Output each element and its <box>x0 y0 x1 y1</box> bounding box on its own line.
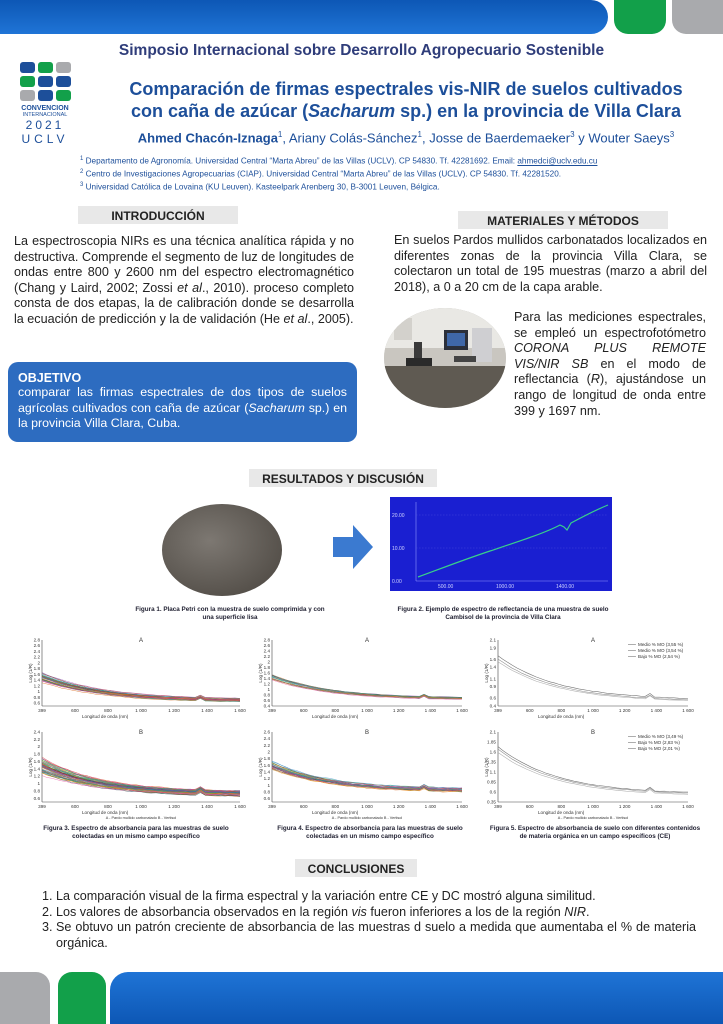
x-tick-label: 1 000 <box>135 804 147 809</box>
x-tick-label: 1 600 <box>456 708 468 713</box>
y-tick-label: 0.8 <box>33 788 40 794</box>
panel-letter: B <box>590 730 596 736</box>
y-tick-label: 1.85 <box>487 739 496 745</box>
y-tick-label: 1.1 <box>489 769 496 775</box>
y-tick-label: 1.35 <box>487 759 496 765</box>
intro-et-al-1: et al <box>177 280 202 295</box>
x-tick-label: 1 600 <box>234 804 246 809</box>
x-tick-label: 1 600 <box>456 804 468 809</box>
logo-tiles <box>20 62 76 101</box>
conclusion-2-a: Los valores de absorbancia observados en la región <box>56 904 352 919</box>
objetivo-heading: OBJETIVO <box>18 371 82 385</box>
x-tick-label: 800 <box>331 804 340 809</box>
y-tick-label: 2.4 <box>33 648 40 654</box>
x-tick-label: 800 <box>557 708 566 713</box>
y-tick-label: 1.9 <box>489 645 496 651</box>
y-tick-label: 2.6 <box>33 643 40 649</box>
author-name: Ahmed Chacón-Iznaga <box>137 130 278 146</box>
intro-text-c: ., 2005). <box>307 311 354 326</box>
x-tick-label: 1 600 <box>682 804 694 809</box>
affiliation-mark: 1 <box>80 156 84 162</box>
soil-sample-icon <box>150 498 300 598</box>
x-tick-label: 600 <box>525 804 534 809</box>
y-tick-label: 0.9 <box>489 684 496 690</box>
fig1-caption: Figura 1. Placa Petri con la muestra de suelo comprimida y con una superficie lisa <box>135 606 325 621</box>
panel-letter: B <box>364 730 370 736</box>
intro-heading: INTRODUCCIÓN <box>78 206 238 224</box>
y-tick-label: 2 <box>267 659 270 665</box>
top-gray-tab <box>672 0 723 34</box>
x-tick-label: 1 000 <box>361 804 373 809</box>
bottom-green-tab <box>58 972 106 1024</box>
panel-letter: A <box>138 638 144 644</box>
logo-tile <box>56 90 71 101</box>
y-tick-label: 2.4 <box>263 648 270 654</box>
affiliation-mark: 3 <box>80 182 84 189</box>
reflectance-spectrum-figure <box>390 497 612 591</box>
symposium-title: Simposio Internacional sobre Desarrollo Agropecuario Sostenible <box>118 42 605 59</box>
y-tick-label: 0.8 <box>33 694 40 700</box>
legend-entry: Medio % MO (3,55 %) <box>638 642 684 647</box>
y-tick-label: 1 <box>37 781 40 787</box>
fig5-panel-a <box>484 634 694 724</box>
x-tick-label: 1 400 <box>424 708 437 713</box>
y-tick-label: 2.8 <box>33 637 40 643</box>
author-affiliation-mark: 1 <box>277 130 283 139</box>
intro-text <box>14 234 354 328</box>
x-tick-label: 600 <box>525 708 534 713</box>
conclusion-2-vis: vis <box>351 904 367 919</box>
author-name: Wouter Saeys <box>588 130 670 146</box>
author-affiliation-mark: 3 <box>669 130 675 139</box>
x-tick-label: 1 200 <box>618 804 631 809</box>
y-tick-label: 2.4 <box>33 729 40 735</box>
x-tick-label: 399 <box>268 708 276 713</box>
fig5-caption: Figura 5. Espectro de absorbancia de suelo con diferentes contenidos de materia orgánica en un campo específicos (CE) <box>489 825 701 840</box>
y-tick-label: 1.8 <box>33 751 40 757</box>
legend-entry: Bajo % MO (2,54 %) <box>638 654 680 659</box>
y-tick-label: 1.4 <box>33 677 40 683</box>
affiliations <box>80 154 720 194</box>
y-axis-label: Log (1/R) <box>28 663 33 683</box>
legend-entry: Bajo % MO (2,83 %) <box>638 740 680 745</box>
x-tick-label: 399 <box>38 708 46 713</box>
y-tick-label: 2 <box>37 660 40 666</box>
panel-footnote: A - Pardo mullido carbonatado B - Vertisol <box>105 816 177 820</box>
y-tick-label: 1.4 <box>33 766 40 772</box>
x-tick-label: 1 600 <box>234 708 246 713</box>
y-tick-label: 0.85 <box>487 779 496 785</box>
top-green-tab <box>614 0 666 34</box>
fig3-caption: Figura 3. Espectro de absorbancia para las muestras de suelo colectadas en un mismo campo específico <box>43 825 229 840</box>
panel-footnote: A - Pardo mullido carbonatado B - Vertisol <box>331 816 403 820</box>
x-axis-label: Longitud de onda (nm) <box>82 714 129 719</box>
panel-letter: B <box>138 730 144 736</box>
y-tick-label: 1 <box>37 689 40 695</box>
fig2-xtick-3: 1400.00 <box>556 584 575 590</box>
objetivo-text-b: sp.) en la provincia Villa Clara, Cuba. <box>18 400 347 430</box>
objetivo-species: Sacharum <box>248 400 305 415</box>
y-tick-label: 1.4 <box>263 769 270 775</box>
logo-tile <box>38 62 53 73</box>
x-axis-label: Longitud de onda (nm) <box>312 810 359 815</box>
conclusion-item-2 <box>56 905 696 921</box>
x-tick-label: 399 <box>38 804 46 809</box>
objetivo-box <box>8 362 357 442</box>
y-tick-label: 0.4 <box>489 703 496 709</box>
y-tick-label: 0.6 <box>489 789 496 795</box>
y-tick-label: 0.35 <box>487 799 496 805</box>
fig5-panel-b <box>484 726 694 820</box>
fig2-xtick-2: 1000.00 <box>496 584 515 590</box>
y-tick-label: 2.8 <box>263 637 270 643</box>
x-tick-label: 1 200 <box>168 708 180 713</box>
materiales-heading: MATERIALES Y MÉTODOS <box>458 211 668 229</box>
bottom-gray-tab <box>0 972 50 1024</box>
affiliation-text: Departamento de Agronomía. Universidad Central “Marta Abreu” de las Villas (UCLV). CP 54830. Tf. 42281692. Email: <box>83 156 518 166</box>
materiales-para2 <box>514 310 706 419</box>
materiales-para1: En suelos Pardos mullidos carbonatados localizados en diferentes zonas de la provincia Villa Clara, se colectaron un total de 195 muestras (marzo a abril del 2018), a 0 a 20 cm de la capa arable. <box>394 233 707 294</box>
conclusion-item-3: 3. Se obtuvo un patrón creciente de absorbancia de las muestras d suelo a medida que aumentaba el % de materia orgánica. <box>56 920 696 951</box>
fig2-ytick-low: 0.00 <box>392 579 402 585</box>
x-tick-label: 1 600 <box>682 708 694 713</box>
author-list: Ahmed Chacón-Iznaga$^1$, Ariany Colás-Sánchez$^1$, Josse de Baerdemaeker$^3$ y Wouter Saeys$^3$ <box>137 130 675 146</box>
conclusion-item-1: 1. La comparación visual de la firma espectral y la variación entre CE y DC mostró alguna similitud. <box>56 889 696 905</box>
y-tick-label: 2.2 <box>263 742 270 748</box>
spectrometer-model: CORONA PLUS REMOTE VIS/NIR SB <box>514 341 706 371</box>
conclusion-2-c: . <box>585 904 590 919</box>
affiliation-line <box>80 154 720 167</box>
spectrometer-photo-icon <box>384 308 506 408</box>
fig3-panel-a <box>28 634 246 724</box>
legend-entry: Bajo % MO (2,01 %) <box>638 746 680 751</box>
x-tick-label: 1 000 <box>587 804 599 809</box>
arrow-right-icon <box>333 523 373 571</box>
fig4-caption: Figura 4. Espectro de absorbancia para las muestras de suelo colectadas en un mismo campo específico <box>277 825 463 840</box>
affiliation-line <box>80 180 720 193</box>
logo-tile <box>38 76 53 87</box>
conclusion-2-b: fueron inferiores a los de la región <box>366 904 565 919</box>
y-tick-label: 1.6 <box>489 656 496 662</box>
x-tick-label: 399 <box>494 804 502 809</box>
conclusiones-list <box>36 889 696 951</box>
x-axis-label: Longitud de onda (nm) <box>538 810 585 815</box>
x-tick-label: 1 400 <box>424 804 437 809</box>
x-tick-label: 1 200 <box>392 708 405 713</box>
logo-tile <box>56 62 71 73</box>
y-axis-label: Log (1/R) <box>484 757 489 777</box>
y-tick-label: 1.6 <box>33 758 40 764</box>
logo-year: 2021 <box>25 118 65 132</box>
x-tick-label: 1 400 <box>650 708 663 713</box>
x-tick-label: 1 200 <box>168 804 180 809</box>
intro-text-b: ., 2010). proceso completo consta de dos etapas, la de calibración donde se desarrolla la ecuación de predicción y la de validación (He <box>14 280 355 326</box>
materiales-para2-a: Para las mediciones espectrales, se empleó un espectrofotómetro <box>514 310 706 340</box>
x-tick-label: 600 <box>299 708 308 713</box>
y-tick-label: 1.6 <box>263 762 270 768</box>
affiliation-mark: 2 <box>80 169 84 176</box>
lab-photo <box>384 308 506 408</box>
y-tick-label: 1.6 <box>489 749 496 755</box>
y-tick-label: 0.6 <box>489 695 496 701</box>
x-tick-label: 399 <box>268 804 276 809</box>
x-tick-label: 600 <box>299 804 308 809</box>
poster-title <box>96 78 716 122</box>
x-tick-label: 1 400 <box>650 804 663 809</box>
x-tick-label: 600 <box>71 708 79 713</box>
intro-text-a: La espectroscopia NIRs es una técnica analítica rápida y no destructiva. Comprende el segmento de luz de longitudes de ondas entre 800 y 2600 nm del espectro electromagnético (Chang y Laird, 2002; Zossi <box>14 234 354 295</box>
logo-tile <box>20 90 35 101</box>
materiales-para2-c: ), ajustándose un rango de longitud de onda entre 399 y 1697 nm. <box>514 372 706 418</box>
y-tick-label: 2 <box>37 744 40 750</box>
y-tick-label: 1.8 <box>263 665 270 670</box>
y-tick-label: 1 <box>267 687 270 692</box>
x-tick-label: 1 000 <box>135 708 147 713</box>
y-tick-label: 2.6 <box>263 729 270 735</box>
author-affiliation-mark: 3 <box>570 130 575 139</box>
y-tick-label: 1.8 <box>263 756 270 762</box>
y-tick-label: 2.1 <box>489 637 496 643</box>
legend-entry: Medio % MO (3,54 %) <box>638 648 684 653</box>
y-tick-label: 0.4 <box>263 703 270 709</box>
x-tick-label: 1 400 <box>201 708 213 713</box>
y-tick-label: 2.2 <box>263 654 270 659</box>
y-tick-label: 1.2 <box>33 683 40 689</box>
legend-entry: Medio % MO (3,49 %) <box>638 734 684 739</box>
title-line2-pre: con caña de azúcar ( <box>131 101 309 121</box>
x-tick-label: 1 400 <box>201 804 213 809</box>
y-tick-label: 0.6 <box>263 796 270 802</box>
reflectance-symbol: R <box>590 372 600 387</box>
y-tick-label: 0.6 <box>263 698 270 703</box>
fig2-ytick-mid: 10.00 <box>392 546 405 552</box>
x-tick-label: 800 <box>557 804 566 809</box>
fig2-ytick-high: 20.00 <box>392 513 405 519</box>
y-axis-label: Log (1/R) <box>28 757 33 777</box>
objetivo-text-a: comparar las firmas espectrales de dos tipos de suelos agrícolas cultivados con caña de azúcar ( <box>18 385 347 415</box>
y-tick-label: 2.2 <box>33 654 40 660</box>
logo-tile <box>20 62 35 73</box>
logo-line2: INTERNACIONAL <box>22 112 68 118</box>
y-tick-label: 1.2 <box>263 776 270 782</box>
x-axis-label: Longitud de onda (nm) <box>82 810 129 815</box>
conclusion-2-nir: NIR <box>564 904 586 919</box>
fig4-panel-a <box>258 634 468 724</box>
top-blue-banner <box>0 0 608 34</box>
y-axis-label: Log (1/R) <box>258 757 263 777</box>
x-tick-label: 600 <box>71 804 79 809</box>
logo-tile <box>56 76 71 87</box>
y-tick-label: 0.8 <box>263 692 270 698</box>
email-link[interactable]: ahmedci@uclv.edu.cu <box>517 156 598 166</box>
x-tick-label: 800 <box>331 708 340 713</box>
panel-footnote: A - Pardo mullido carbonatado B - Vertisol <box>557 816 629 820</box>
logo-tile <box>38 90 53 101</box>
x-axis-label: Longitud de onda (nm) <box>538 714 585 719</box>
y-tick-label: 1.8 <box>33 666 40 672</box>
y-tick-label: 2.4 <box>263 736 270 742</box>
y-tick-label: 2.2 <box>33 736 40 742</box>
affiliation-text: Centro de Investigaciones Agropecuarias (CIAP). Universidad Central “Marta Abreu” de las Villas (UCLV). CP 54830. Tf. 42281520. <box>83 169 562 179</box>
y-tick-label: 1.2 <box>263 681 270 687</box>
y-tick-label: 1.1 <box>489 676 496 682</box>
y-axis-label: Log (1/R) <box>258 663 263 683</box>
author-affiliation-mark: 1 <box>417 130 422 139</box>
x-tick-label: 1 200 <box>618 708 631 713</box>
y-tick-label: 2.1 <box>489 729 496 735</box>
title-species: Sacharum <box>308 101 396 121</box>
y-tick-label: 1.6 <box>33 671 40 677</box>
y-tick-label: 1.4 <box>263 676 270 681</box>
title-line1: Comparación de firmas espectrales vis-NIR de suelos cultivados <box>129 79 683 99</box>
y-tick-label: 0.6 <box>33 795 40 801</box>
convention-logo <box>14 62 76 158</box>
objetivo-text <box>18 385 347 432</box>
fig3-panel-b <box>28 726 246 820</box>
x-tick-label: 800 <box>104 708 112 713</box>
fig2-caption: Figura 2. Ejemplo de espectro de reflectancia de una muestra de suelo Cambisol de la provincia de Villa Clara <box>397 606 609 621</box>
fig2-xtick-1: 500.00 <box>438 584 454 590</box>
logo-line1: CONVENCION <box>21 105 69 112</box>
y-tick-label: 1.2 <box>33 773 40 779</box>
fig4-panel-b <box>258 726 468 820</box>
affiliation-text: Universidad Católica de Lovaina (KU Leuven). Kasteelpark Arenberg 30, B-3001 Leuven, Bélgica. <box>83 183 440 193</box>
materiales-para2-b: en el modo de reflectancia ( <box>514 356 706 387</box>
x-axis-label: Longitud de onda (nm) <box>312 714 359 719</box>
y-tick-label: 0.6 <box>33 700 40 706</box>
affiliation-line <box>80 167 720 180</box>
x-tick-label: 1 000 <box>361 708 373 713</box>
y-tick-label: 1.6 <box>263 670 270 676</box>
resultados-heading: RESULTADOS Y DISCUSIÓN <box>249 469 437 487</box>
y-tick-label: 2.6 <box>263 643 270 648</box>
intro-et-al-2: et al <box>283 311 308 326</box>
logo-tile <box>20 76 35 87</box>
y-tick-label: 1.4 <box>489 664 496 670</box>
author-name: Ariany Colás-Sánchez <box>288 130 418 146</box>
x-tick-label: 800 <box>104 804 112 809</box>
title-line2-post: sp.) en la provincia de Villa Clara <box>395 101 681 121</box>
y-tick-label: 1 <box>267 782 270 788</box>
author-name: Josse de Baerdemaeker <box>429 130 571 146</box>
conclusiones-heading: CONCLUSIONES <box>295 859 417 877</box>
y-tick-label: 0.8 <box>263 789 270 795</box>
y-axis-label: Log (1/R) <box>484 663 489 683</box>
panel-letter: A <box>590 638 596 644</box>
x-tick-label: 399 <box>494 708 502 713</box>
x-tick-label: 1 200 <box>392 804 405 809</box>
bottom-blue-banner <box>110 972 723 1024</box>
panel-letter: A <box>364 638 370 644</box>
petri-dish-image <box>150 498 300 598</box>
x-tick-label: 1 000 <box>587 708 599 713</box>
y-tick-label: 2 <box>267 749 270 755</box>
logo-org: UCLV <box>21 132 69 146</box>
